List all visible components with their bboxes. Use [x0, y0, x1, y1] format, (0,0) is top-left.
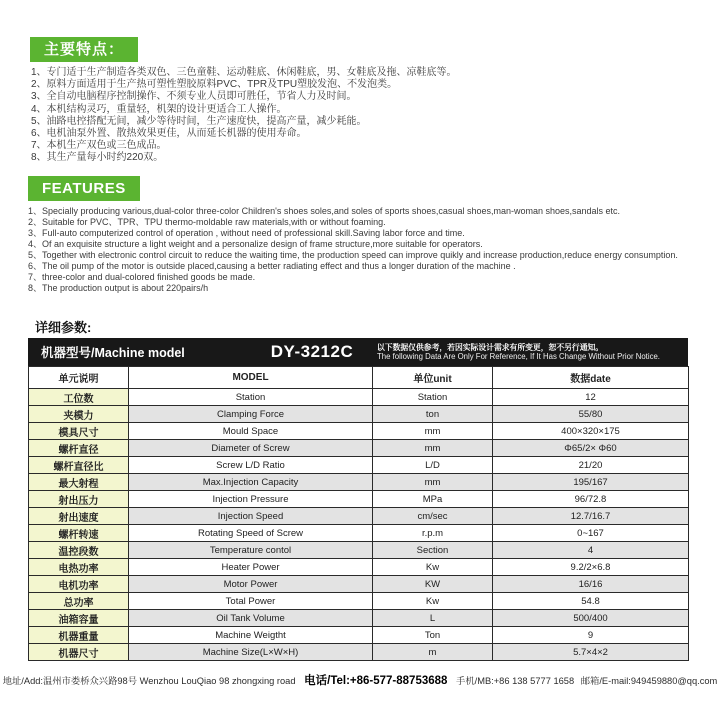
cell-model-name: Heater Power — [129, 559, 373, 576]
feature-item: 8、The production output is about 220pairs/h — [28, 283, 209, 293]
cell-cn-name: 螺杆转速 — [29, 525, 129, 542]
disclaimer-en: The following Data Are Only For Reference, If It Has Change Without Prior Notice. — [377, 352, 660, 361]
table-row — [29, 508, 689, 525]
feature-item: 3、Full-auto computerized control of operation , without need of professional skill.Saving labor force and time. — [28, 228, 465, 238]
cell-cn-name: 最大射程 — [29, 474, 129, 491]
details-heading: 详细参数: — [35, 320, 92, 335]
feature-item: 2、Suitable for PVC、TPR、TPU thermo-moldable raw materials,with or without foaming. — [28, 217, 386, 227]
cell-cn-name: 机器尺寸 — [29, 644, 129, 661]
cell-unit: Ton — [373, 627, 493, 644]
cell-cn-name: 射出压力 — [29, 491, 129, 508]
machine-model-label: 机器型号/Machine model — [41, 346, 185, 360]
feature-item: 5、Together with electronic control circuit to reduce the waiting time, the production speed can improve quikly and increase production,reduce energy consumption. — [28, 250, 678, 260]
parameters-table — [28, 366, 689, 661]
contact-footer — [0, 672, 720, 688]
feature-item: 3、全自动电脑程序控制操作、不须专业人员即可胜任，节省人力及时间。 — [31, 91, 357, 103]
table-row — [29, 576, 689, 593]
cell-value: 12.7/16.7 — [493, 508, 689, 525]
cell-model-name: Max.Injection Capacity — [129, 474, 373, 491]
cell-cn-name: 夹模力 — [29, 406, 129, 423]
table-row — [29, 440, 689, 457]
table-row — [29, 593, 689, 610]
cell-value: Φ65/2× Φ60 — [493, 440, 689, 457]
feature-item: 5、油路电控搭配无间，减少等待时间，生产速度快，提高产量，减少耗能。 — [31, 115, 367, 127]
table-row — [29, 389, 689, 406]
cell-value: 9.2/2×6.8 — [493, 559, 689, 576]
cell-cn-name: 工位数 — [29, 389, 129, 406]
cell-cn-name: 螺杆直径比 — [29, 457, 129, 474]
cell-model-name: Screw L/D Ratio — [129, 457, 373, 474]
cell-model-name: Station — [129, 389, 373, 406]
machine-model-value: DY-3212C — [270, 342, 354, 361]
cell-model-name: Mould Space — [129, 423, 373, 440]
table-row — [29, 542, 689, 559]
features-list-en — [28, 206, 704, 294]
cell-unit: Station — [373, 389, 493, 406]
disclaimer-cn: 以下数据仅供参考，若因实际设计需求有所变更，恕不另行通知。 — [377, 342, 604, 352]
table-row — [29, 491, 689, 508]
table-row — [29, 559, 689, 576]
cell-model-name: Machine Size(L×W×H) — [129, 644, 373, 661]
cell-model-name: Total Power — [129, 593, 373, 610]
cell-model-name: Clamping Force — [129, 406, 373, 423]
cell-unit: L — [373, 610, 493, 627]
feature-item: 8、其生产量每小时约220双。 — [31, 152, 164, 164]
cell-unit: mm — [373, 474, 493, 491]
table-row — [29, 474, 689, 491]
cell-value: 96/72.8 — [493, 491, 689, 508]
cell-unit: Kw — [373, 593, 493, 610]
table-header-row — [29, 367, 689, 389]
telephone-text: 电话/Tel:+86-577-88753688 — [304, 675, 448, 687]
cell-unit: Section — [373, 542, 493, 559]
cell-cn-name: 电热功率 — [29, 559, 129, 576]
spec-table-body — [29, 389, 689, 661]
feature-item: 1、专门适于生产制造各类双色、三色童鞋、运动鞋底、休闲鞋底，男、女鞋底及拖、凉鞋底等。 — [31, 67, 457, 78]
cell-value: 12 — [493, 389, 689, 406]
table-row — [29, 610, 689, 627]
cell-cn-name: 机器重量 — [29, 627, 129, 644]
address-text: 地址/Add:温州市娄桥众兴路98号 Wenzhou LouQiao 98 zhongxing road — [2, 676, 296, 686]
cell-model-name: Injection Speed — [129, 508, 373, 525]
cell-value: 400×320×175 — [493, 423, 689, 440]
column-header-unit: 单位unit — [373, 367, 493, 389]
feature-item: 4、本机结构灵巧，重量轻，机架的设计更适合工人操作。 — [31, 103, 287, 115]
feature-item: 7、本机生产双色或三色成品。 — [31, 140, 167, 152]
cell-model-name: Rotating Speed of Screw — [129, 525, 373, 542]
table-row — [29, 406, 689, 423]
cell-value: 195/167 — [493, 474, 689, 491]
main-features-list — [31, 67, 691, 165]
cell-value: 4 — [493, 542, 689, 559]
cell-unit: m — [373, 644, 493, 661]
mobile-text: 手机/MB:+86 138 5777 1658 — [456, 676, 575, 686]
cell-cn-name: 射出速度 — [29, 508, 129, 525]
cell-unit: mm — [373, 440, 493, 457]
cell-model-name: Motor Power — [129, 576, 373, 593]
feature-item: 6、电机油泵外置、散热效果更佳，从而延长机器的使用寿命。 — [31, 128, 307, 140]
cell-cn-name: 模具尺寸 — [29, 423, 129, 440]
cell-cn-name: 电机功率 — [29, 576, 129, 593]
cell-value: 21/20 — [493, 457, 689, 474]
disclaimer — [377, 343, 687, 362]
cell-unit: r.p.m — [373, 525, 493, 542]
feature-item: 6、The oil pump of the motor is outside placed,causing a better radiating effect and thus a longer duration of the machine . — [28, 261, 516, 271]
cell-unit: MPa — [373, 491, 493, 508]
cell-model-name: Diameter of Screw — [129, 440, 373, 457]
spec-table — [28, 338, 688, 661]
cell-cn-name: 总功率 — [29, 593, 129, 610]
machine-model-header — [28, 338, 688, 366]
column-header-data: 数据date — [493, 367, 689, 389]
email-text: 邮箱/E-mail:949459880@qq.com — [580, 676, 718, 686]
column-header-unit-desc: 单元说明 — [29, 367, 129, 389]
cell-value: 500/400 — [493, 610, 689, 627]
cell-unit: mm — [373, 423, 493, 440]
cell-unit: cm/sec — [373, 508, 493, 525]
feature-item: 4、Of an exquisite structure a light weight and a personalize design of frame structure,more suitable for operators. — [28, 239, 483, 249]
cell-model-name: Oil Tank Volume — [129, 610, 373, 627]
cell-model-name: Temperature contol — [129, 542, 373, 559]
table-row — [29, 525, 689, 542]
cell-value: 9 — [493, 627, 689, 644]
feature-item: 7、three-color and dual-colored finished goods be made. — [28, 272, 256, 282]
cell-value: 54.8 — [493, 593, 689, 610]
features-badge: FEATURES — [28, 176, 140, 201]
feature-item: 2、原料方面适用于生产热可塑性塑胶原料PVC、TPR及TPU塑胶发泡、不发泡类。 — [31, 79, 398, 91]
cell-value: 16/16 — [493, 576, 689, 593]
cell-unit: Kw — [373, 559, 493, 576]
cell-value: 5.7×4×2 — [493, 644, 689, 661]
cell-cn-name: 油箱容量 — [29, 610, 129, 627]
column-header-model: MODEL — [129, 367, 373, 389]
cell-unit: ton — [373, 406, 493, 423]
table-row — [29, 644, 689, 661]
cell-unit: KW — [373, 576, 493, 593]
cell-cn-name: 温控段数 — [29, 542, 129, 559]
cell-value: 0~167 — [493, 525, 689, 542]
feature-item: 1、Specially producing various,dual-color three-color Children's shoes soles,and soles of sports shoes,casual shoes,man-woman shoes,sandals etc. — [28, 206, 621, 216]
table-row — [29, 457, 689, 474]
table-row — [29, 423, 689, 440]
cell-cn-name: 螺杆直径 — [29, 440, 129, 457]
cell-value: 55/80 — [493, 406, 689, 423]
table-row — [29, 627, 689, 644]
cell-model-name: Machine Weigtht — [129, 627, 373, 644]
cell-model-name: Injection Pressure — [129, 491, 373, 508]
cell-unit: L/D — [373, 457, 493, 474]
main-features-badge: 主要特点： — [30, 37, 138, 62]
